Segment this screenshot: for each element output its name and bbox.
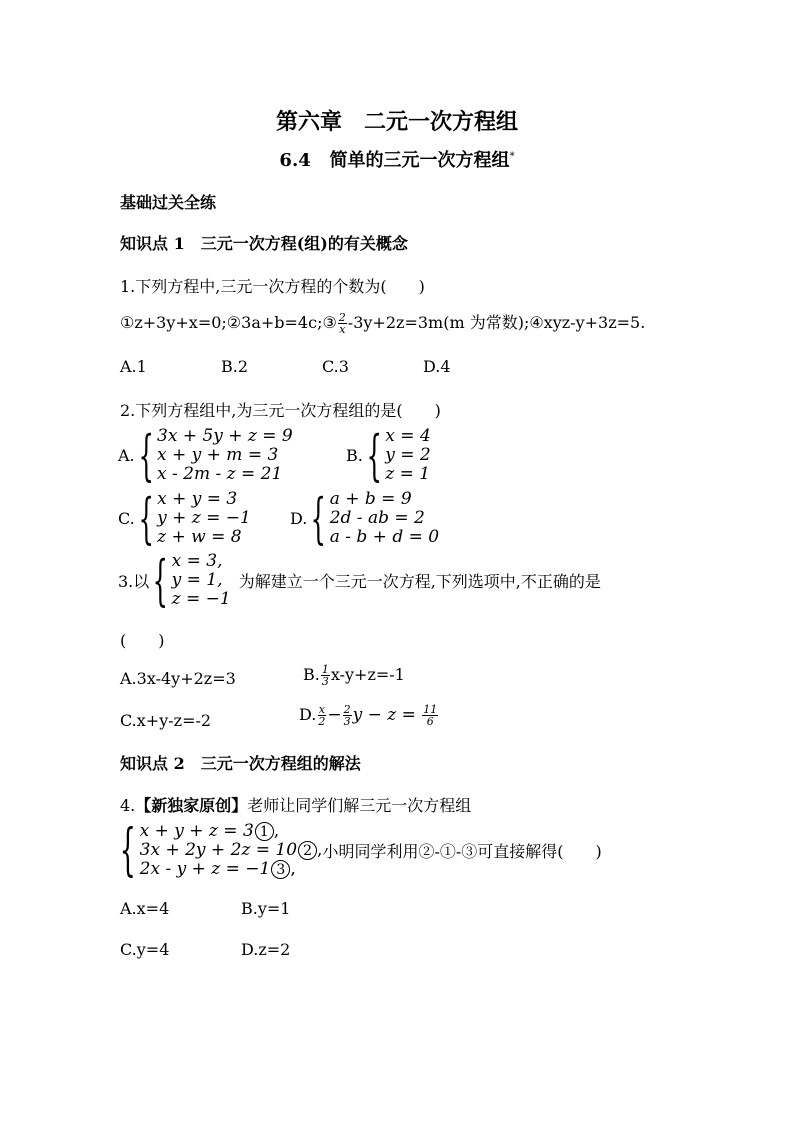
q1-option-a[interactable]: A.1 xyxy=(120,357,147,376)
section-mark: * xyxy=(509,151,515,162)
q4-option-a[interactable]: A.x=4 xyxy=(120,899,170,918)
chapter-title: 第六章 二元一次方程组 xyxy=(275,109,518,135)
fraction-one-third: $\frac{1}{3}$ xyxy=(321,663,329,688)
q1-equations: ①z+3y+x=0;②3a+b=4c;③ $\frac{2}{x}$ -3y+2z=3m(m 为常数);④xyz-y+3z=5. xyxy=(120,311,646,336)
q3-option-c[interactable]: C.x+y-z=-2 xyxy=(120,711,212,730)
knowledge-point-2: 知识点 2 三元一次方程组的解法 xyxy=(120,754,361,773)
left-brace: { xyxy=(152,548,169,612)
knowledge-point-1: 知识点 1 三元一次方程(组)的有关概念 xyxy=(120,234,408,253)
section-name: 简单的三元一次方程组 xyxy=(329,150,510,171)
q4-stem: 4.【新独家原创】老师让同学们解三元一次方程组 xyxy=(120,796,472,815)
q1-option-c[interactable]: C.3 xyxy=(322,357,349,376)
q2-option-b[interactable]: B. { x = 4 y = 2 z = 1 xyxy=(346,423,431,487)
q1-stem: 1.下列方程中,三元一次方程的个数为( ) xyxy=(120,277,425,296)
q3-option-a[interactable]: A.3x-4y+2z=3 xyxy=(120,669,236,688)
q2-option-a[interactable]: A. { 3x + 5y + z = 9 x + y + m = 3 x - 2m - z = 21 xyxy=(118,423,293,487)
q4-system: { x + y + z = 3 1 , 3x + 2y + 2z = 10 2 , 2x - y + z = −1 3 , 小明同学利用②-①-③可直接解得( ) xyxy=(119,817,602,883)
section-title xyxy=(0,146,794,172)
section-number: 6.4 xyxy=(279,150,311,171)
q4-option-b[interactable]: B.y=1 xyxy=(241,899,291,918)
q1-fraction: $\frac{2}{x}$ xyxy=(338,311,346,336)
left-brace: { xyxy=(119,817,136,883)
left-brace: { xyxy=(138,423,154,487)
left-brace: { xyxy=(138,486,154,550)
q3-stem: 3.以 { x = 3, y = 1, z = −1 为解建立一个三元一次方程,下列选项中,不正确的是 xyxy=(118,548,601,612)
q2-option-c[interactable]: C. { x + y = 3 y + z = −1 z + w = 8 xyxy=(118,486,251,550)
circled-number: 2 xyxy=(298,841,317,860)
q2-stem: 2.下列方程组中,为三元一次方程组的是( ) xyxy=(120,401,441,420)
q4-option-d[interactable]: D.z=2 xyxy=(241,940,291,959)
circled-number: 3 xyxy=(271,860,290,879)
q4-tag: 【新独家原创】 xyxy=(135,796,248,815)
q3-option-d[interactable]: D. $\frac{x}{2}$ − $\frac{2}{3}$ y − z = $\frac{11}{6}$ xyxy=(299,703,438,728)
left-brace: { xyxy=(366,423,382,487)
q4-option-c[interactable]: C.y=4 xyxy=(120,940,170,959)
level-heading: 基础过关全练 xyxy=(120,193,217,212)
q3-paren: ( ) xyxy=(120,631,165,650)
q1-option-d[interactable]: D.4 xyxy=(423,357,451,376)
q3-option-b[interactable]: B. $\frac{1}{3}$ x-y+z=-1 xyxy=(303,663,405,688)
q2-option-d[interactable]: D. { a + b = 9 2d - ab = 2 a - b + d = 0 xyxy=(290,486,440,550)
q1-option-b[interactable]: B.2 xyxy=(221,357,249,376)
left-brace: { xyxy=(310,486,327,550)
circled-number: 1 xyxy=(255,822,274,841)
